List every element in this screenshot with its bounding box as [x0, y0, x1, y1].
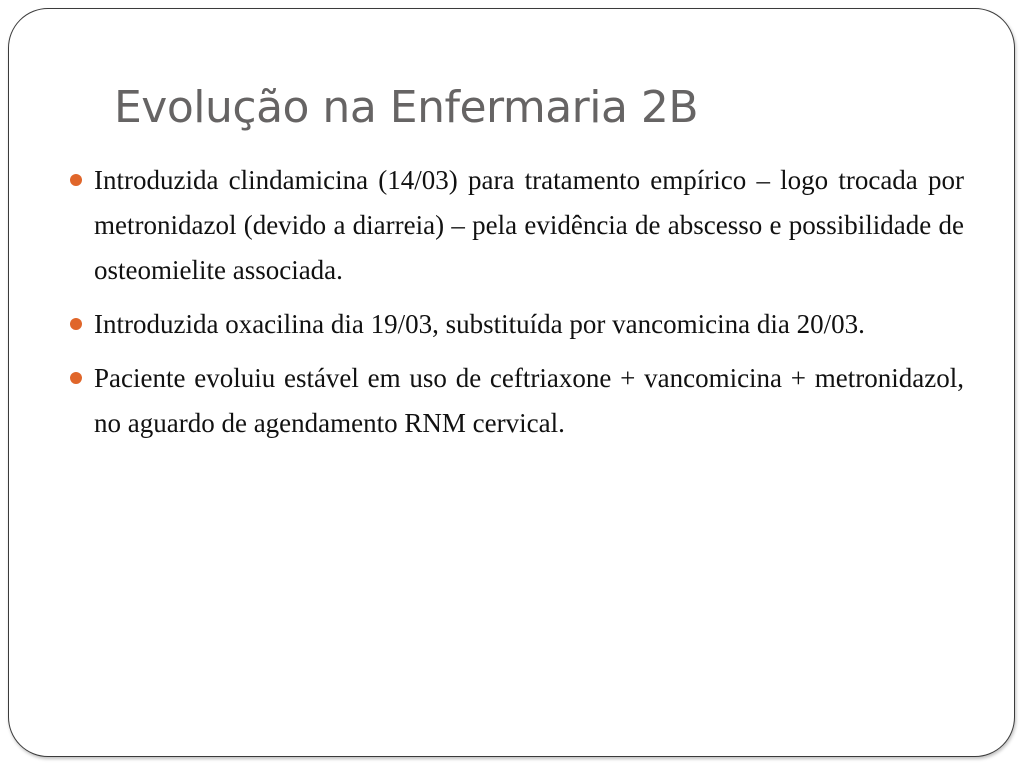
bullet-text: Introduzida oxacilina dia 19/03, substituída por vancomicina dia 20/03. [94, 309, 865, 339]
bullet-icon [70, 174, 82, 186]
bullet-item [70, 356, 964, 446]
bullet-icon [70, 372, 82, 384]
bullet-list [70, 158, 964, 455]
slide-title: Evolução na Enfermaria 2B [114, 82, 699, 133]
bullet-item [70, 302, 964, 347]
bullet-text: Introduzida clindamicina (14/03) para tratamento empírico – logo trocada por metronidazol (devido a diarreia) – pela evidência de abscesso e possibilidade de osteomielite associada. [94, 165, 964, 285]
bullet-icon [70, 318, 82, 330]
bullet-text: Paciente evoluiu estável em uso de ceftriaxone + vancomicina + metronidazol, no aguardo de agendamento RNM cervical. [94, 363, 964, 438]
bullet-item [70, 158, 964, 293]
